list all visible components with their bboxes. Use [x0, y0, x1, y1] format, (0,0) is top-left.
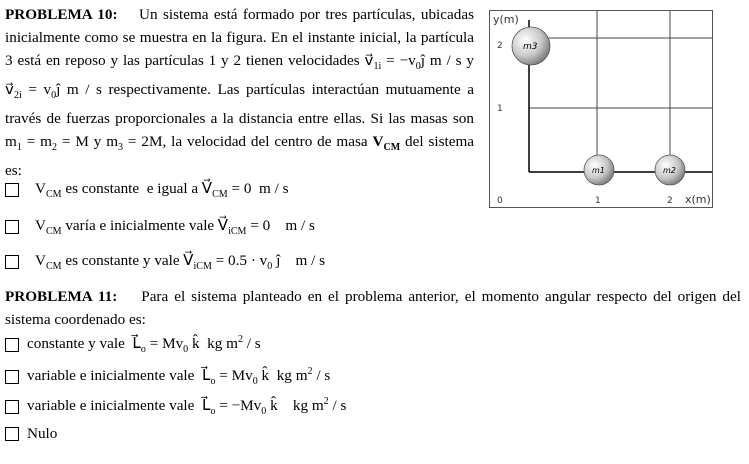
problem-11-heading: PROBLEMA 11: [5, 288, 118, 305]
particle-m2-label: m2 [663, 166, 676, 175]
option-text: Nulo [27, 425, 58, 442]
y-axis-label: y(m) [493, 13, 519, 26]
particle-figure [489, 10, 713, 208]
problem-11-option-3[interactable] [5, 396, 346, 417]
x-tick-2: 2 [667, 196, 673, 206]
option-checkbox[interactable] [5, 183, 19, 197]
option-checkbox[interactable] [5, 427, 19, 441]
option-checkbox[interactable] [5, 370, 19, 384]
x-tick-1: 1 [595, 196, 601, 206]
y-tick-2: 2 [497, 41, 503, 51]
option-text: $V_{CM}$ es constante e igual a $V⃗_{CM} = 0$ m / s [35, 180, 289, 201]
option-text: $V_{CM}$ es constante y vale $V⃗_{iCM} = 0.5 \cdot v_0$ ĵ m / s [35, 252, 326, 273]
option-checkbox[interactable] [5, 338, 19, 352]
problem-10-option-1[interactable] [5, 179, 289, 200]
option-checkbox[interactable] [5, 220, 19, 234]
option-text: variable e inicialmente vale $L⃗_o = Mv_0$ k̂ kg $m^2$ / s [27, 366, 331, 388]
option-checkbox[interactable] [5, 400, 19, 414]
particle-m3-label: m3 [523, 42, 538, 52]
y-tick-1: 1 [497, 104, 503, 114]
problem-11-option-1[interactable] [5, 334, 261, 355]
option-text: variable e inicialmente vale $L⃗_o = -Mv_0$ k̂ kg $m^2$ / s [27, 396, 347, 418]
particle-m3 [512, 27, 550, 65]
problem-10-heading: PROBLEMA 10: [5, 6, 118, 23]
particle-m1-label: m1 [592, 166, 605, 175]
problem-11-option-4[interactable] [5, 425, 57, 443]
option-checkbox[interactable] [5, 255, 19, 269]
option-text: $V_{CM}$ varía e inicialmente vale $V⃗_{iCM} = 0$ m / s [35, 217, 315, 238]
problem-11-statement: PROBLEMA 11: Para el sistema planteado en el problema anterior, el momento angular respecto del origen del sistema coordenado es: [5, 288, 741, 328]
particle-m1 [584, 155, 614, 185]
option-text: constante y vale $L⃗_o = Mv_0$ k̂ kg $m^2$ / s [27, 334, 261, 356]
x-axis-label: x(m) [685, 193, 711, 206]
problem-10-option-2[interactable] [5, 216, 315, 237]
problem-10-statement: PROBLEMA 10: Un sistema está formado por tres partículas, ubicadas inicialmente como se muestra en la figura. En el instante inicial, la partícula 3 está en reposo y las partículas 1 y 2 tienen velocidades $v⃗_{1i}$ = $-v_0ĵ$ m / s y $v⃗_{2i}$ = $v_0ĵ$ m / s respectivamente. Las partículas interactúan mutuamente a través de fuerzas proporcionales a la distancia entre ellas. Si las masas son $m_1 = m_2 = M$ y $m_3 = 2M$, la velocidad del centro de masa $V_{CM}$ del sistema es: [5, 6, 475, 180]
particle-m2 [655, 155, 685, 185]
origin-label: 0 [497, 196, 503, 206]
problem-11-option-2[interactable] [5, 366, 330, 387]
problem-10-option-3[interactable] [5, 251, 325, 272]
